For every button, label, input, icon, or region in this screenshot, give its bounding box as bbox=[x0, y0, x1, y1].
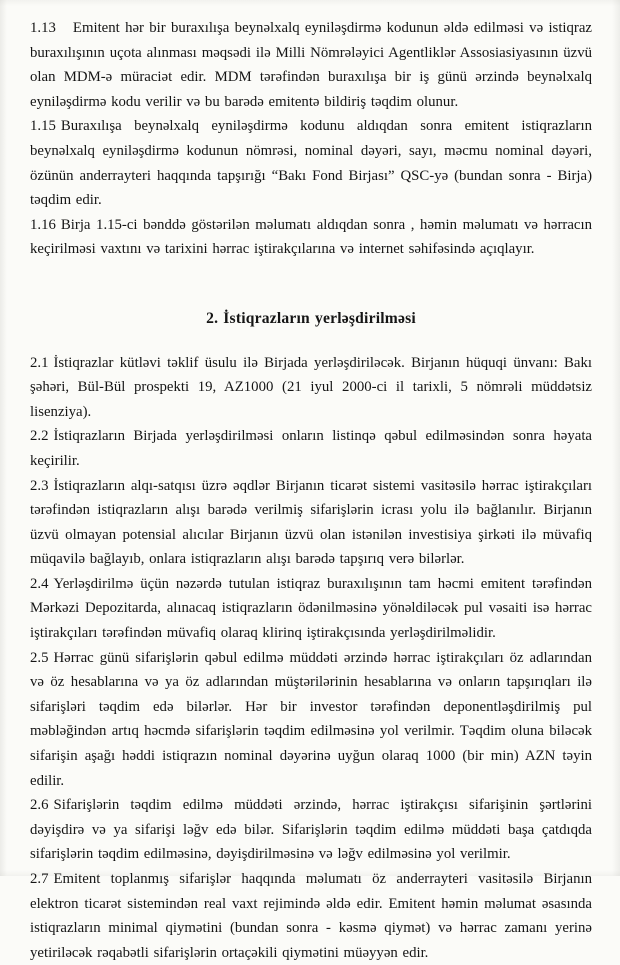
paragraph-number: 2.7 bbox=[30, 871, 49, 887]
paragraph-2-5 bbox=[30, 646, 592, 794]
section-1 bbox=[30, 16, 592, 262]
paragraph-text: Buraxılışa beynəlxalq eyniləşdirmə kodunu aldıqdan sonra emitent istiqrazların beynəlxalq eyniləşdirmə kodunun nömrəsi, nominal dəyəri, sayı, məcmu nominal dəyəri, özünün anderrayteri haqqında tapşırığı “Bakı Fond Birjası” QSC-yə (bundan sonra - Birja) təqdim edir. bbox=[30, 118, 592, 209]
paragraph-number: 2.5 bbox=[30, 649, 49, 666]
paragraph-text: Hərrac günü sifarişlərin qəbul edilmə müddəti ərzində hərrac iştirakçıları öz adlarından və öz hesablarına və ya öz adlarından müştərilərinin hesablarına və onların tapşırıqları ilə sifarişləri təqdim edə bilərlər. Hər bir investor tərəfindən deponentləşdirilmiş pul məbləğindən artıq həcmdə sifarişlərin təqdim edilməsinə yol verilmir. Təqdim oluna biləcək sifarişin aşağı həddi istiqrazın nominal dəyərinə uyğun olaraq 1000 (bir min) AZN təyin edilir. bbox=[30, 649, 592, 789]
paragraph-number: 2.1 bbox=[30, 354, 49, 371]
paragraph-text: Birja 1.15-ci bənddə göstərilən məlumatı aldıqdan sonra , həmin məlumatı və hərracın keçirilməsi vaxtını və tarixini hərrac iştirakçılarına və internet səhifəsində açıqlayır. bbox=[30, 216, 592, 258]
paragraph-2-7 bbox=[30, 867, 592, 965]
paragraph-number: 2.6 bbox=[30, 797, 49, 814]
paragraph-text: Emitent hər bir buraxılışa beynəlxalq eyniləşdirmə kodunun əldə edilməsi və istiqraz buraxılışının uçota alınması məqsədi ilə Milli Nömrələyici Agentliklər Assosiasiyasının üzvü olan MDM-ə müraciət edir. MDM tərəfindən buraxılışa bir iş günü ərzində beynəlxalq eyniləşdirmə kodu verilir və bu barədə emitentə bildiriş təqdim olunur. bbox=[30, 20, 592, 110]
paragraph-number: 1.16 bbox=[30, 216, 56, 233]
paragraph-text: Sifarişlərin təqdim edilmə müddəti ərzində, hərrac iştirakçısı sifarişinin şərtlərini dəyişdirə və ya sifarişi ləğv edə bilər. Sifarişlərin təqdim edilmə müddəti başa çatdıqda sifarişlərin təqdim edilməsinə, dəyişdirilməsinə və ləğv edilməsinə yol verilmir. bbox=[30, 797, 592, 863]
paragraph-number: 2.2 bbox=[30, 428, 49, 445]
paragraph-number: 2.4 bbox=[30, 575, 49, 592]
section-2-heading: 2. İstiqrazların yerləşdirilməsi bbox=[206, 309, 416, 327]
paragraph-2-1 bbox=[30, 351, 592, 425]
paragraph-text: İstiqrazların alqı-satqısı üzrə əqdlər Birjanın ticarət sistemi vasitəsilə hərrac iştirakçıları tərəfindən istiqrazların alışı barədə verilmiş sifarişlərin icrası yolu ilə bağlanılır. Birjanın üzvü olmayan potensial alıcılar Birjanın üzvü olan istənilən investisiya şirkəti ilə müvafiq müqavilə bağlayıb, onlara istiqrazların alışı barədə tapşırıq verə bilərlər. bbox=[30, 477, 592, 568]
paragraph-text: İstiqrazların Birjada yerləşdirilməsi onların listinqə qəbul edilməsindən sonra həyata keçirilir. bbox=[30, 428, 592, 469]
paragraph-text: İstiqrazlar kütləvi təklif üsulu ilə Birjada yerləşdiriləcək. Birjanın hüquqi ünvanı: Bakı şəhəri, Bül-Bül prospekti 19, AZ1000 (21 iyul 2000-ci il tarixli, 5 nömrəli müddətsiz lisenziya). bbox=[30, 354, 592, 420]
paragraph-2-2 bbox=[30, 424, 592, 473]
paragraph-2-6 bbox=[30, 793, 592, 867]
paragraph-2-3 bbox=[30, 474, 592, 572]
paragraph-1-16 bbox=[30, 213, 592, 262]
paragraph-text: Yerləşdirilmə üçün nəzərdə tutulan istiqraz buraxılışının tam həcmi emitent tərəfindən Mərkəzi Depozitarda, alınacaq istiqrazların ödənilməsinə yönəldiləcək pul vəsaiti isə hərrac iştirakçıları tərəfindən müvafiq olaraq klirinq iştirakçısında yerləşdirilməlidir. bbox=[30, 575, 592, 642]
paragraph-text: Emitent toplanmış sifarişlər haqqında məlumatı öz anderrayteri vasitəsilə Birjanın elektron ticarət sistemindən real vaxt rejimində əldə edir. Emitent həmin məlumat əsasında istiqrazların minimal qiymətini (bundan sonra - kəsmə qiymət) və hərrac zamanı yerinə yetiriləcək rəqabətli sifarişlərin ortaçəkili qiymətini müəyyən edir. bbox=[30, 871, 592, 961]
section-2 bbox=[30, 351, 592, 965]
paragraph-2-4 bbox=[30, 572, 592, 646]
paragraph-1-15 bbox=[30, 114, 592, 212]
paragraph-1-13 bbox=[30, 16, 592, 114]
paragraph-number: 2.3 bbox=[30, 477, 49, 494]
paragraph-number: 1.15 bbox=[30, 118, 56, 135]
paragraph-number: 1.13 bbox=[30, 20, 56, 36]
